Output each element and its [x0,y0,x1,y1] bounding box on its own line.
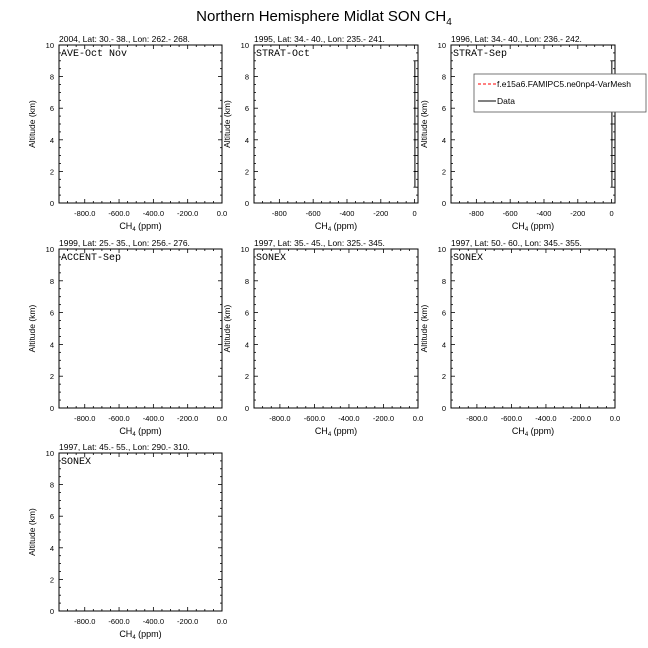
y-tick-label: 2 [244,372,249,382]
plot-frame [451,249,615,408]
x-tick-label: -600 [502,209,518,218]
x-tick-label: -200.0 [372,414,395,423]
chart-panel-2 [222,34,418,233]
campaign-label: STRAT-Sep [453,49,508,60]
x-axis-label-unit: (ppm) [135,426,162,436]
y-tick-label: 4 [244,135,249,145]
chart-panel-1 [27,34,227,233]
y-tick-label: 6 [441,308,446,318]
x-axis-label-subscript: 4 [524,227,529,233]
x-axis-label-main: CH [119,426,133,436]
plot-frame [451,45,615,203]
x-axis-label [119,426,161,438]
y-tick-label: 4 [49,135,54,145]
panel-header: 1997, Lat: 45.- 55., Lon: 290.- 310. [59,442,190,452]
x-tick-label: -800 [271,209,287,218]
x-axis-label-main: CH [511,426,525,436]
x-tick-label: -600.0 [108,209,130,218]
x-axis-label [315,221,357,233]
x-tick-label: -200 [373,209,389,218]
y-axis-label: Altitude (km) [419,304,429,353]
plot-frame [59,453,222,611]
x-axis-label [119,221,161,233]
x-tick-label: 0.0 [412,414,424,423]
x-tick-label: -600.0 [108,617,130,626]
y-tick-label: 8 [244,72,249,82]
x-tick-label: -600.0 [303,414,326,423]
y-tick-label: 10 [437,41,446,50]
x-axis-label [119,629,161,641]
y-tick-label: 2 [441,167,446,177]
chart-panel-3 [419,34,646,233]
y-axis-label: Altitude (km) [419,100,429,148]
x-axis-label [315,426,357,438]
x-tick-label: -400.0 [535,414,557,423]
y-tick-label: 4 [49,340,54,350]
campaign-label: SONEX [61,457,92,468]
x-axis-label-subscript: 4 [132,227,136,233]
x-tick-label: 0.0 [216,414,228,423]
chart-panel-5 [222,238,423,438]
x-tick-label: -800.0 [74,617,96,626]
campaign-label: SONEX [453,253,484,264]
x-axis-label-subscript: 4 [327,227,332,233]
y-tick-label: 4 [441,340,446,350]
y-tick-label: 2 [49,167,54,177]
x-tick-label: -200.0 [569,414,592,423]
y-tick-label: 8 [441,72,446,82]
y-tick-label: 4 [441,135,446,145]
y-tick-label: 8 [49,276,54,286]
legend [474,74,646,112]
x-tick-label: -400.0 [142,414,165,423]
y-axis-label: Altitude (km) [222,304,232,353]
y-tick-label: 2 [244,167,249,177]
x-axis-label-main: CH [119,221,133,231]
panel-header: 1997, Lat: 35.- 45., Lon: 325.- 345. [254,238,385,248]
x-axis-label [512,426,554,438]
x-tick-label: -600.0 [500,414,523,423]
x-tick-label: 0.0 [216,209,228,218]
x-axis-label-unit: (ppm) [528,221,555,231]
campaign-label: ACCENT-Sep [61,253,122,264]
y-tick-label: 6 [441,104,446,114]
y-axis-label: Altitude (km) [27,304,37,353]
y-tick-label: 8 [244,276,249,286]
x-tick-label: -400.0 [142,617,165,626]
y-tick-label: 10 [437,245,446,254]
legend-model-label: f.e15a6.FAMIPC5.ne0np4-VarMesh [497,79,632,89]
x-axis-label-unit: (ppm) [135,221,162,231]
legend-data-label: Data [497,96,515,106]
y-axis-label: Altitude (km) [222,100,232,148]
x-tick-label: 0 [609,209,614,218]
plot-frame [254,249,418,408]
y-tick-label: 6 [244,104,249,114]
panel-header: 1999, Lat: 25.- 35., Lon: 256.- 276. [59,238,190,248]
y-tick-label: 2 [49,575,54,585]
y-tick-label: 2 [441,372,446,382]
panel-header: 1996, Lat: 34.- 40., Lon: 236.- 242. [451,34,582,44]
plot-frame [254,45,418,203]
x-axis-label-subscript: 4 [524,432,529,438]
x-axis-label-main: CH [314,426,328,436]
x-tick-label: -400.0 [338,414,360,423]
x-tick-label: -800.0 [74,414,96,423]
x-tick-label: -400 [339,209,355,218]
y-tick-label: 8 [49,72,54,82]
y-tick-label: 10 [240,41,249,50]
panel-header: 1997, Lat: 50.- 60., Lon: 345.- 355. [451,238,582,248]
x-tick-label: 0 [412,209,417,218]
y-axis-label: Altitude (km) [27,508,37,556]
y-tick-label: 0 [49,199,54,208]
y-tick-label: 6 [49,104,54,114]
y-tick-label: 6 [49,308,54,318]
plot-frame [59,249,222,408]
y-tick-label: 6 [244,308,249,318]
x-axis-label-subscript: 4 [132,635,136,641]
x-tick-label: -200.0 [177,209,199,218]
y-tick-label: 0 [441,199,446,208]
x-axis-label-unit: (ppm) [331,426,358,436]
campaign-label: AVE-Oct Nov [61,49,128,60]
x-axis-label-subscript: 4 [327,432,332,438]
y-tick-label: 4 [49,543,54,553]
x-tick-label: -600 [305,209,321,218]
x-axis-label-main: CH [119,629,133,639]
campaign-label: SONEX [256,253,287,264]
panel-header: 2004, Lat: 30.- 38., Lon: 262.- 268. [59,34,190,44]
y-tick-label: 0 [441,404,446,413]
y-tick-label: 0 [49,404,54,413]
y-tick-label: 10 [240,245,249,254]
x-axis-label-main: CH [511,221,525,231]
y-tick-label: 0 [244,199,249,208]
panel-header: 1995, Lat: 34.- 40., Lon: 235.- 241. [254,34,385,44]
y-tick-label: 6 [49,512,54,522]
x-tick-label: -200.0 [177,617,199,626]
y-tick-label: 8 [441,276,446,286]
y-tick-label: 10 [45,245,54,254]
chart-panel-4 [27,238,227,438]
y-tick-label: 0 [49,607,54,616]
x-axis-label-unit: (ppm) [528,426,555,436]
x-tick-label: -600.0 [108,414,130,423]
x-tick-label: -200.0 [177,414,199,423]
y-tick-label: 0 [244,404,249,413]
y-tick-label: 4 [244,340,249,350]
x-axis-label-unit: (ppm) [135,629,162,639]
x-tick-label: -800 [468,209,484,218]
campaign-label: STRAT-Oct [256,49,311,60]
x-tick-label: 0.0 [609,414,621,423]
figure-title-text: Northern Hemisphere Midlat SON CH [196,8,447,25]
x-axis-label-unit: (ppm) [331,221,358,231]
x-tick-label: -400 [536,209,552,218]
x-tick-label: -200 [570,209,586,218]
figure-title-subscript: 4 [446,17,452,28]
chart-panel-6 [419,238,620,438]
y-tick-label: 10 [45,449,54,458]
x-tick-label: -400.0 [142,209,165,218]
x-axis-label [512,221,554,233]
x-axis-label-main: CH [314,221,328,231]
x-tick-label: -800.0 [74,209,96,218]
y-axis-label: Altitude (km) [27,100,37,148]
x-tick-label: 0.0 [216,617,228,626]
chart-panel-7 [27,442,227,641]
x-tick-label: -800.0 [269,414,291,423]
x-axis-label-subscript: 4 [132,432,136,438]
plot-frame [59,45,222,203]
y-tick-label: 10 [45,41,54,50]
y-tick-label: 8 [49,480,54,490]
x-tick-label: -800.0 [466,414,488,423]
y-tick-label: 2 [49,372,54,382]
